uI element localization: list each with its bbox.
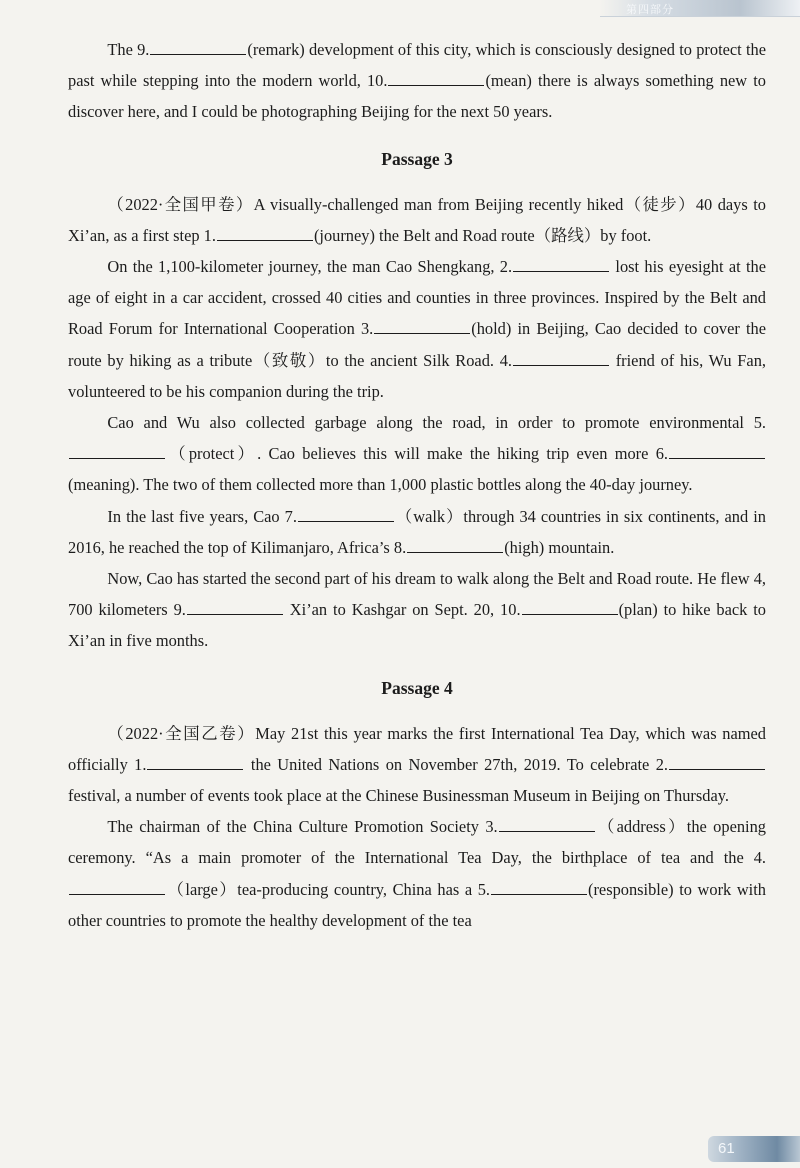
passage3-paragraph-5: Now, Cao has started the second part of his dream to walk along the Belt and Road route. He flew 4, 700 kilometers 9. Xi’an to Kashgar on Sept. 20, 10. (plan) to hike back to Xi’an in five months. (68, 569, 766, 651)
passage3-title: Passage 3 (381, 148, 453, 169)
section-header-tab (600, 0, 800, 17)
answer-blank-p3-10[interactable] (522, 599, 618, 616)
answer-blank-p3-1[interactable] (217, 224, 313, 241)
answer-blank-p3-9[interactable] (187, 599, 283, 616)
passage2-tail-paragraph: The 9. (remark) development of this city, which is consciously designed to protect the past while stepping into the modern world, 10. (mean) there is always something new to discover here, and I could be photographing Beijing for the next 50 years. (68, 40, 766, 122)
answer-blank-p3-7[interactable] (298, 505, 394, 522)
answer-blank-10[interactable] (388, 70, 484, 87)
answer-blank-p4-3[interactable] (499, 816, 595, 833)
answer-blank-p3-5[interactable] (69, 443, 165, 460)
answer-blank-p3-3[interactable] (374, 318, 470, 335)
passage3-paragraph-1: （2022·全国甲卷）A visually-challenged man from Beijing recently hiked（徒步）40 days to Xi’an, as a first step 1. (journey) the Belt and Road route（路线）by foot. (68, 194, 766, 245)
answer-blank-p4-5[interactable] (491, 878, 587, 895)
answer-blank-p3-4[interactable] (513, 349, 609, 366)
answer-blank-p3-2[interactable] (513, 255, 609, 272)
answer-blank-p3-6[interactable] (669, 443, 765, 460)
answer-blank-p4-2[interactable] (669, 753, 765, 770)
answer-blank-p4-4[interactable] (69, 878, 165, 895)
page-number: 61 (718, 1140, 735, 1157)
section-tab-text: 第四部分 (626, 3, 674, 16)
passage4-paragraph-1: （2022·全国乙卷）May 21st this year marks the first International Tea Day, which was named officially 1. the United Nations on November 27th, 2019. To celebrate 2. festival, a number of events took place at the Chinese Businessman Museum in Beijing on Thursday. (68, 723, 766, 806)
passage3-paragraph-4: In the last five years, Cao 7. （walk）through 34 countries in six continents, and in 2016, he reached the top of Kilimanjaro, Africa’s 8. (high) mountain. (68, 506, 766, 557)
passage3-paragraph-3: Cao and Wu also collected garbage along the road, in order to promote environmental 5.（protect）. Cao believes this will make the hiking trip even more 6.(meaning). The two of them collected more than 1,000 plastic bottles along the 40-day journey. (68, 413, 766, 495)
passage4-paragraph-2: The chairman of the China Culture Promotion Society 3. （address）the opening ceremony. “As a main promoter of the International Tea Day, the birthplace of tea and the 4.（large）tea-producing country, China has a 5. (responsible) to work with other countries to promote the healthy development of the tea (68, 817, 766, 930)
answer-blank-9[interactable] (150, 38, 246, 55)
page-number-tab (708, 1136, 800, 1162)
passage3-paragraph-2: On the 1,100-kilometer journey, the man Cao Shengkang, 2. lost his eyesight at the age of eight in a car accident, crossed 40 cities and counties in three provinces. Inspired by the Belt and Road Forum for International Cooperation 3. (hold) in Beijing, Cao decided to cover the route by hiking as a tribute（致敬）to the ancient Silk Road. 4. friend of his, Wu Fan, volunteered to be his companion during the trip. (68, 257, 766, 401)
answer-blank-p3-8[interactable] (407, 536, 503, 553)
page-content (68, 34, 766, 936)
answer-blank-p4-1[interactable] (147, 753, 243, 770)
passage4-title: Passage 4 (381, 677, 453, 698)
